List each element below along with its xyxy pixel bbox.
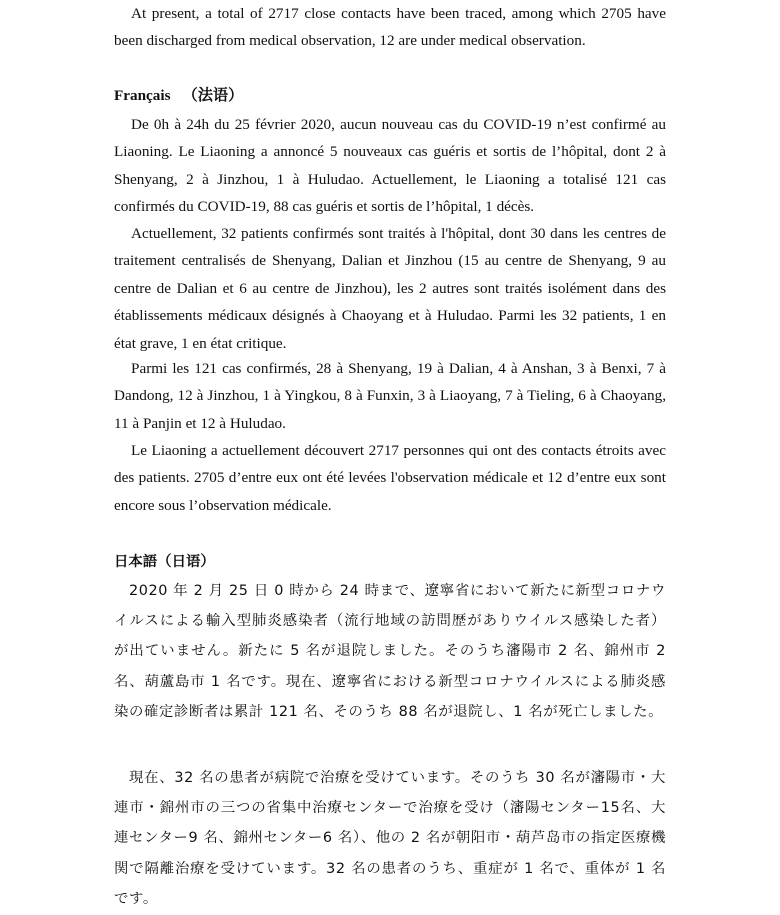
japanese-heading-label: 日本語（日语） (114, 554, 215, 570)
french-section-heading (114, 86, 243, 106)
french-paragraph-3: Parmi les 121 cas confirmés, 28 à Shenyang, 19 à Dalian, 4 à Anshan, 3 à Benxi, 7 à Dandong, 12 à Jinzhou, 1 à Yingkou, 8 à Funxin, 3 à Liaoyang, 7 à Tieling, 6 à Chaoyang, 11 à Panjin et 12 à Huludao. (114, 360, 666, 432)
french-paragraph-4: Le Liaoning a actuellement découvert 2717 personnes qui ont des contacts étroits avec des patients. 2705 d’entre eux ont été levées l'observation médicale et 12 d’entre eux sont encore sous l’observation médicale. (114, 442, 666, 514)
english-contacts-paragraph: At present, a total of 2717 close contacts have been traced, among which 2705 have been discharged from medical observation, 12 are under medical observation. (114, 5, 666, 50)
japanese-paragraph-2: 現在、32 名の患者が病院で治療を受けています。そのうち 30 名が瀋陽市・大連市・錦州市の三つの省集中治療センターで治療を受け（瀋陽センター15名、大連センター9 名、錦州センター6 名）、他の 2 名が朝阳市・葫芦岛市の指定医療機関で隔離治療を受けています。32 名の患者のうち、重症が 1 名で、重体が 1 名です。 (114, 770, 666, 907)
french-paragraph-1: De 0h à 24h du 25 février 2020, aucun nouveau cas du COVID-19 n’est confirmé au Liaoning. Le Liaoning a annoncé 5 nouveaux cas guéris et sortis de l’hôpital, dont 2 à Shenyang, 2 à Jinzhou, 1 à Huludao. Actuellement, le Liaoning a totalisé 121 cas confirmés du COVID-19, 88 cas guéris et sortis de l’hôpital, 1 décès. (114, 116, 666, 216)
french-heading-label: Français (114, 87, 171, 104)
french-heading-chinese-label: （法语） (182, 87, 244, 104)
japanese-section-heading (114, 552, 215, 572)
french-paragraph-2: Actuellement, 32 patients confirmés sont traités à l'hôpital, dont 30 dans les centres de traitement centralisés de Shenyang, Dalian et Jinzhou (15 au centre de Shenyang, 9 au centre de Dalian et 6 au centre de Jinzhou), les 2 autres sont traités isolément dans des établissements médicaux désignés à Chaoyang et à Huludao. Parmi les 32 patients, 1 en état grave, 1 en état critique. (114, 225, 666, 352)
japanese-paragraph-1: 2020 年 2 月 25 日 0 時から 24 時まで、遼寧省において新たに新型コロナウイルスによる輸入型肺炎感染者（流行地域の訪問歴がありウイルス感染した者）が出ていません。新たに 5 名が退院しました。そのうち瀋陽市 2 名、錦州市 2 名、葫蘆島市 1 名です。現在、遼寧省における新型コロナウイルスによる肺炎感染の確定診断者は累計 121 名、そのうち 88 名が退院し、1 名が死亡しました。 (114, 583, 666, 720)
